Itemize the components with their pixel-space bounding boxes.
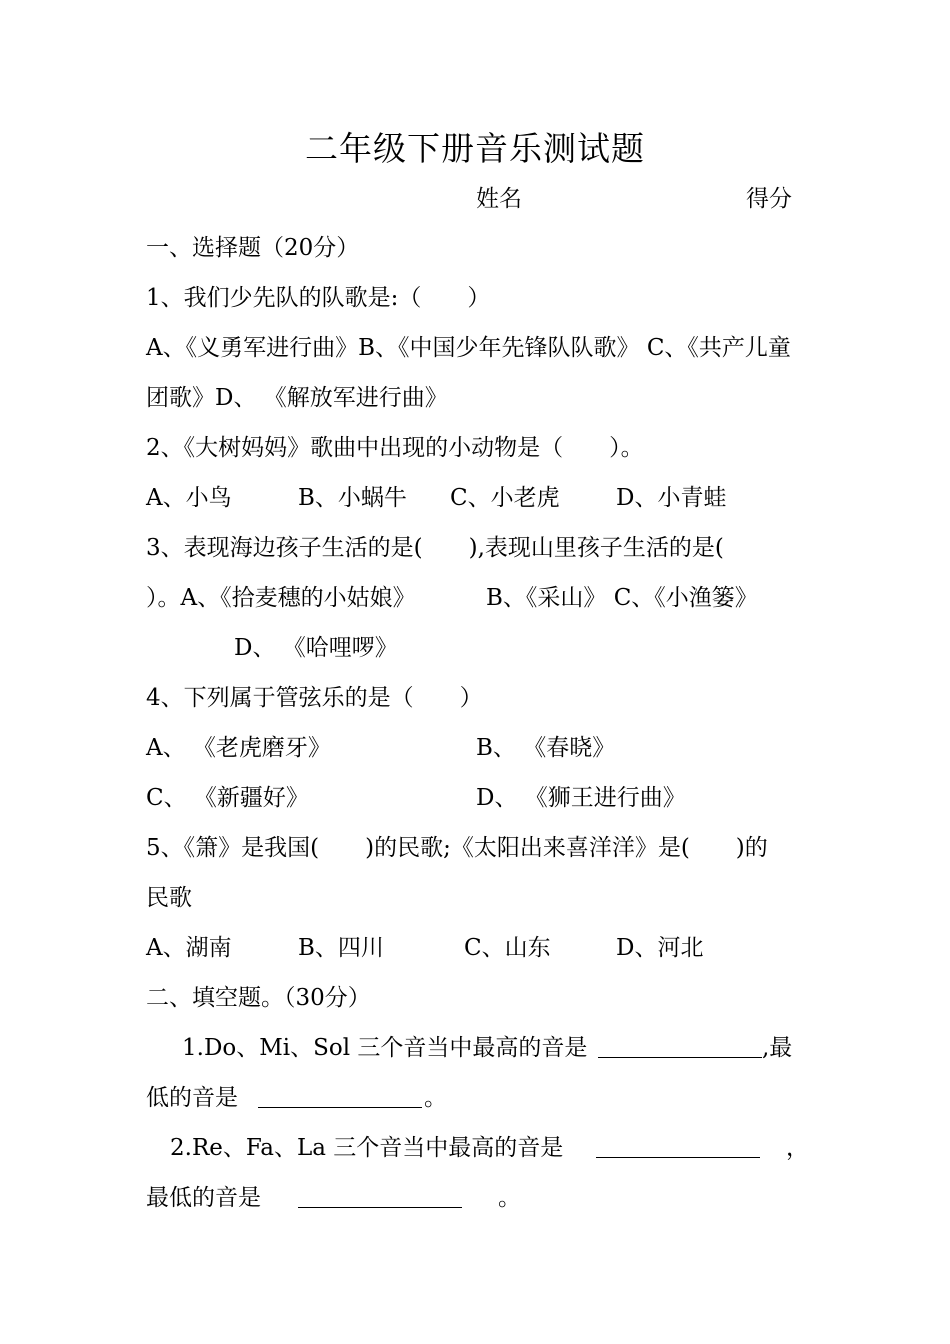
section2-heading: 二、填空题。（30分） [146,985,371,1011]
fill-q1-tail: ,最 [762,1035,793,1061]
q5-option-b: B、四川 [298,935,384,961]
q3-option-bc: B、《采山》 C、《小渔篓》 [486,585,758,611]
page-title: 二年级下册音乐测试题 [305,129,645,168]
fill-q1-line2-lead: 低的音是 [146,1085,238,1111]
fill-q2-blank-highest[interactable] [596,1135,760,1158]
q5-option-d: D、河北 [616,935,704,961]
q1-options-line1: A、《义勇军进行曲》B、《中国少年先锋队队歌》 C、《共产儿童 [146,335,791,361]
q3-option-d: D、 《哈哩啰》 [234,635,398,661]
fill-q2-tail: ， [786,1135,809,1161]
q2-option-d: D、小青蛙 [616,485,727,511]
fill-q2-line2-tail: 。 [498,1185,521,1211]
section1-heading: 一、选择题（20分） [146,235,360,261]
fill-q1-blank-highest[interactable] [598,1035,762,1058]
q1-options-line2: 团歌》D、 《解放军进行曲》 [146,385,448,411]
q5-line1: 5、《箫》是我国( )的民歌;《太阳出来喜洋洋》是( )的 [146,835,768,861]
q2-text: 2、《大树妈妈》歌曲中出现的小动物是（ ）。 [146,435,644,461]
q2-option-b: B、小蜗牛 [298,485,407,511]
fill-q1-line2-tail: 。 [424,1085,447,1111]
score-label: 得分 [746,186,792,212]
q2-option-a: A、小鸟 [146,485,232,511]
q5-option-a: A、湖南 [146,935,232,961]
fill-q1-blank-lowest[interactable] [258,1085,422,1108]
q4-text: 4、下列属于管弦乐的是（ ） [146,685,483,711]
name-label: 姓名 [476,186,522,212]
q4-option-d: D、 《狮王进行曲》 [476,785,686,811]
fill-q1-lead: 1.Do、Mi、Sol 三个音当中最高的音是 [182,1035,588,1061]
q2-option-c: C、小老虎 [450,485,560,511]
fill-q2-blank-lowest[interactable] [298,1185,462,1208]
q3-option-a: ）。A、《拾麦穗的小姑娘》 [146,585,416,611]
q5-option-c: C、山东 [464,935,551,961]
q4-option-a: A、 《老虎磨牙》 [146,735,331,761]
q4-option-b: B、 《春晓》 [476,735,616,761]
fill-q2-lead: 2.Re、Fa、La 三个音当中最高的音是 [170,1135,564,1161]
fill-q2-line2-lead: 最低的音是 [146,1185,261,1211]
q1-text: 1、我们少先队的队歌是:（ ） [146,285,491,311]
q4-option-c: C、 《新疆好》 [146,785,309,811]
q3-line1: 3、表现海边孩子生活的是( ),表现山里孩子生活的是( [146,535,724,561]
q5-line2: 民歌 [146,885,192,911]
